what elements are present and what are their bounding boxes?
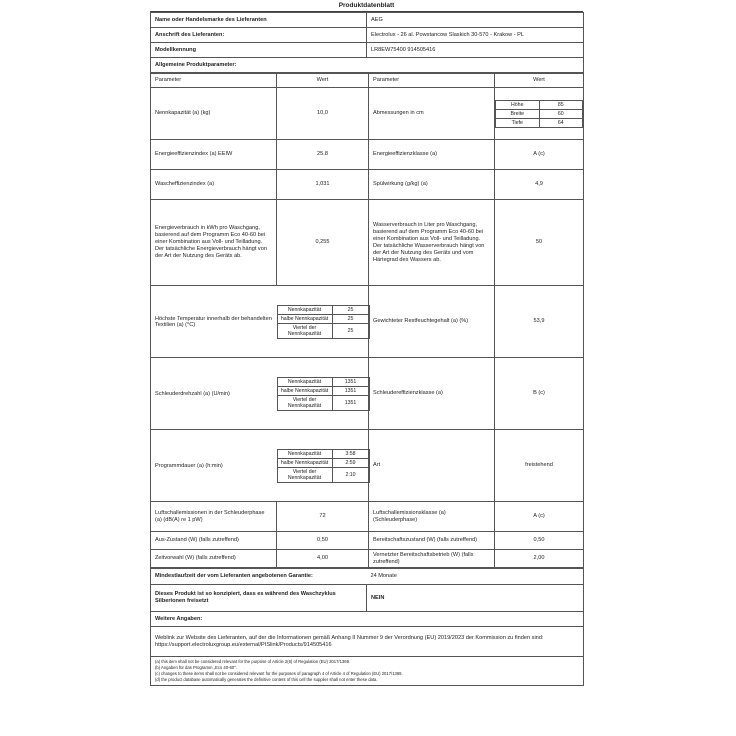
footnote-d: (d) the product database automatically generates the definitive content of this cell the supplier shall not enter these data. (155, 677, 378, 682)
warranty-value: 24 Monate (367, 569, 584, 585)
params-table (150, 73, 584, 568)
spin-class-label: Schleudereffizienzklasse (a) (369, 358, 495, 430)
spin-quarter-label: Viertel der Nennkapazität (277, 395, 332, 410)
duration-half-label: halbe Nennkapazität (277, 458, 332, 467)
page-title: Produktdatenblatt (150, 0, 583, 12)
dimensions-label: Abmessungen in cm (369, 88, 495, 140)
temp-quarter-label: Viertel der Nennkapazität (277, 323, 332, 338)
water-consumption-label: Wasserverbrauch in Liter pro Waschgang, basierend auf dem Programm Eco 40-60 bei einer Kombination aus Voll- und Teilladung. Der tatsächliche Wasserverbrauch hängt von der Art der Nutzung des Geräts und vom Härtegrad des Wassers ab. (369, 200, 495, 286)
spin-half-value: 1351 (332, 386, 369, 395)
header-value: Wert (277, 74, 369, 88)
header-param-2: Parameter (369, 74, 495, 88)
standby-label: Bereitschaftszustand (W) (falls zutreffend) (369, 532, 495, 550)
networked-standby-label: Vernetzter Bereitschaftsbetrieb (W) (falls zutreffend) (369, 550, 495, 568)
duration-label: Programmdauer (a) (h:min) (155, 462, 223, 469)
standby-value: 0,50 (495, 532, 584, 550)
footnotes (151, 657, 584, 686)
delay-start-label: Zeitvorwahl (W) (falls zutreffend) (151, 550, 277, 568)
temp-half-value: 25 (332, 314, 369, 323)
delay-start-value: 4,00 (277, 550, 369, 568)
duration-cell (151, 430, 369, 502)
duration-full-value: 3:58 (332, 449, 369, 458)
temp-half-label: halbe Nennkapazität (277, 314, 332, 323)
footnote-b: (b) Angaben für das Programm „Eco 40-60". (155, 665, 237, 670)
duration-quarter-label: Viertel der Nennkapazität (277, 467, 332, 482)
energy-consumption-label: Energieverbrauch in kWh pro Waschgang, basierend auf dem Programm Eco 40-60 bei einer Kombination aus Voll- und Teilladung. Der tatsächliche Energieverbrauch hängt von der Art der Nutzung des Geräts ab. (151, 200, 277, 286)
water-consumption-value: 50 (495, 200, 584, 286)
general-params-label: Allgemeine Produktparameter: (151, 58, 584, 73)
off-mode-value: 0,50 (277, 532, 369, 550)
supplier-name-value: AEG (367, 13, 584, 28)
model-value: LR8EW75400 914505416 (367, 43, 584, 58)
warranty-label: Mindestlaufzeit der vom Lieferanten angebotenen Garantie: (151, 569, 367, 585)
noise-value: 72 (277, 502, 369, 532)
moisture-label: Gewichteter Restfeuchtegehalt (a) (%) (369, 286, 495, 358)
model-label: Modellkennung (151, 43, 367, 58)
temp-full-label: Nennkapazität (277, 305, 332, 314)
supplier-weblink: Weblink zur Website des Lieferanten, auf der die Informationen gemäß Anhang II Nummer 9 der Verordnung (EU) 2019/2023 der Kommission zu finden sind: https://support.electroluxgroup.eu/external/PISlink/Products/914505416 (151, 627, 584, 657)
networked-standby-value: 2,00 (495, 550, 584, 568)
noise-label: Luftschallemissionen in der Schleuderphase (a) (dB(A) re 1 pW) (151, 502, 277, 532)
supplier-address-label: Anschrift des Lieferanten: (151, 28, 367, 43)
energy-class-label: Energieeffizienzklasse (a) (369, 140, 495, 170)
dim-width-value: 60 (539, 109, 583, 118)
capacity-label: Nennkapazität (a) (kg) (151, 88, 277, 140)
dim-height-label: Höhe (496, 100, 540, 109)
spin-speed-label: Schleuderdrehzahl (a) (U/min) (155, 390, 230, 397)
temperature-cell (151, 286, 369, 358)
footnote-a: (a) this item shall not be considered relevant for the purpose of Article 2(6) of Regulation (EU) 2017/1369. (155, 659, 351, 664)
dim-depth-value: 64 (539, 118, 583, 127)
silver-ions-label: Dieses Produkt ist so konzipiert, dass es während des Waschzyklus Silberionen freisetzt (151, 585, 367, 612)
moisture-value: 53,9 (495, 286, 584, 358)
header-param: Parameter (151, 74, 277, 88)
temp-quarter-value: 25 (332, 323, 369, 338)
spin-full-value: 1351 (332, 377, 369, 386)
duration-half-value: 2:59 (332, 458, 369, 467)
wash-index-value: 1,031 (277, 170, 369, 200)
temp-full-value: 25 (332, 305, 369, 314)
further-info-label: Weitere Angaben: (151, 612, 584, 627)
temperature-label: Höchste Temperatur innerhalb der behandelten Textilien (a) (°C) (155, 315, 272, 328)
dim-height-value: 85 (539, 100, 583, 109)
type-label: Art (369, 430, 495, 502)
extra-table (150, 568, 584, 686)
spin-speed-cell (151, 358, 369, 430)
supplier-name-label: Name oder Handelsmarke des Lieferanten (151, 13, 367, 28)
product-datasheet (150, 0, 583, 686)
noise-class-value: A (c) (495, 502, 584, 532)
rinse-value: 4,9 (495, 170, 584, 200)
dimensions-cell (495, 88, 584, 140)
supplier-table (150, 12, 584, 73)
type-value: freistehend (495, 430, 584, 502)
dim-width-label: Breite (496, 109, 540, 118)
energy-consumption-value: 0,255 (277, 200, 369, 286)
eei-label: Energieeffizienzindex (a) EEIW (151, 140, 277, 170)
rinse-label: Spülwirkung (g/kg) (a) (369, 170, 495, 200)
eei-value: 25.8 (277, 140, 369, 170)
dim-depth-label: Tiefe (496, 118, 540, 127)
capacity-value: 10,0 (277, 88, 369, 140)
spin-full-label: Nennkapazität (277, 377, 332, 386)
duration-quarter-value: 2:10 (332, 467, 369, 482)
header-value-2: Wert (495, 74, 584, 88)
supplier-address-value: Electrolux - 26 al. Powstancow Slaskich 30-570 - Krakow - PL (367, 28, 584, 43)
spin-half-label: halbe Nennkapazität (277, 386, 332, 395)
off-mode-label: Aus-Zustand (W) (falls zutreffend) (151, 532, 277, 550)
silver-ions-value: NEIN (367, 585, 584, 612)
spin-class-value: B (c) (495, 358, 584, 430)
noise-class-label: Luftschallemissionsklasse (a) (Schleuderphase) (369, 502, 495, 532)
spin-quarter-value: 1351 (332, 395, 369, 410)
energy-class-value: A (c) (495, 140, 584, 170)
footnote-c: (c) changes to these items shall not be considered relevant for the purposes of paragraph 4 of Article 4 of Regulation (EU) 2017/1369. (155, 671, 403, 676)
wash-index-label: Wascheffizienzindex (a) (151, 170, 277, 200)
duration-full-label: Nennkapazität (277, 449, 332, 458)
